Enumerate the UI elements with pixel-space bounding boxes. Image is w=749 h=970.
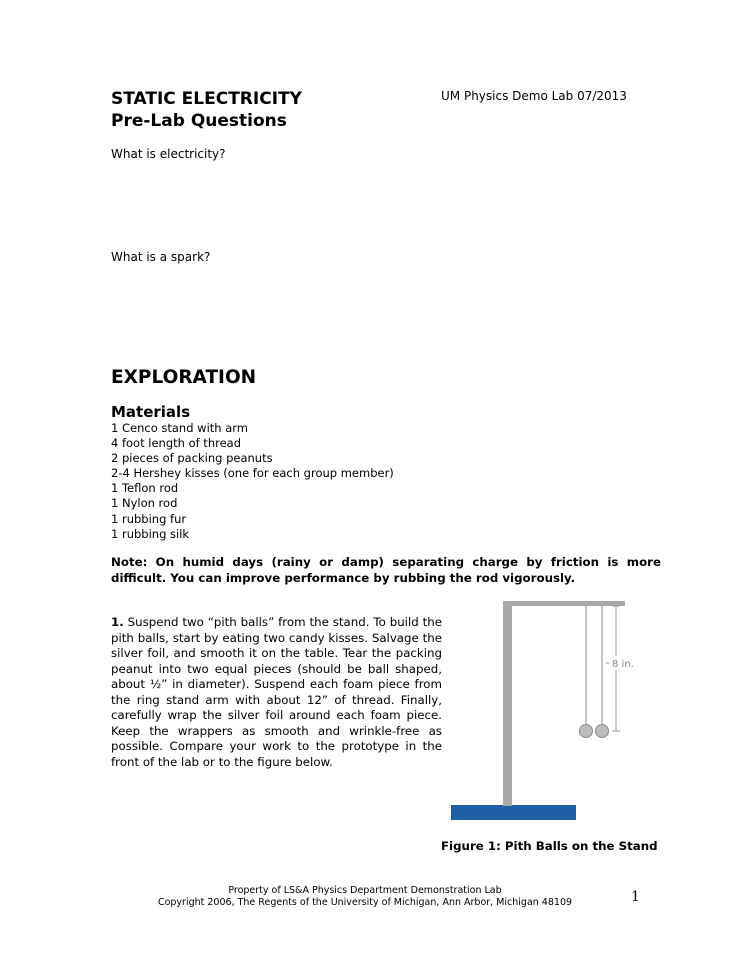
step-1-number: 1. xyxy=(111,615,124,629)
materials-list xyxy=(111,421,394,542)
materials-item: 1 Nylon rod xyxy=(111,496,178,511)
lab-id: UM Physics Demo Lab 07/2013 xyxy=(441,89,627,103)
materials-item: 2-4 Hershey kisses (one for each group member) xyxy=(111,466,394,481)
prelab-question-1: What is electricity? xyxy=(111,147,226,161)
figure-caption: Figure 1: Pith Balls on the Stand xyxy=(441,839,658,853)
humidity-note: Note: On humid days (rainy or damp) separating charge by friction is more difficult. You can improve performance by rubbing the rod vigorously. xyxy=(111,555,661,585)
title-line-1: STATIC ELECTRICITY xyxy=(111,89,302,109)
page-title xyxy=(111,88,302,132)
materials-item: 4 foot length of thread xyxy=(111,436,242,451)
title-line-2: Pre-Lab Questions xyxy=(111,111,287,131)
step-1-text: Suspend two “pith balls” from the stand. To build the pith balls, start by eating two candy kisses. Salvage the silver foil, and smooth it on the table. Tear the packing peanut into two equal pieces (should be ball shaped, about ½” in diameter). Suspend each foam piece from the ring stand arm with about 12” of thread. Finally, carefully wrap the silver foil around each foam piece. Keep the wrappers as smooth and wrinkle-free as possible. Compare your work to the prototype in the front of the lab or to the figure below. xyxy=(111,615,443,769)
step-1 xyxy=(111,615,442,770)
stand-pole xyxy=(503,602,512,806)
materials-heading: Materials xyxy=(111,403,191,421)
materials-item: 1 Teflon rod xyxy=(111,481,179,496)
materials-item: 1 Cenco stand with arm xyxy=(111,421,249,435)
footer-line-2: Copyright 2006, The Regents of the University of Michigan, Ann Arbor, Michigan 48109 xyxy=(157,897,573,908)
footer-line-1: Property of LS&A Physics Department Demonstration Lab xyxy=(228,885,502,896)
materials-item: 2 pieces of packing peanuts xyxy=(111,451,273,466)
stand-base xyxy=(451,805,576,820)
prelab-question-2: What is a spark? xyxy=(111,250,211,264)
page-number: 1 xyxy=(631,889,640,905)
pith-ball-right xyxy=(596,725,609,738)
materials-item: 1 rubbing fur xyxy=(111,511,187,526)
footer xyxy=(150,885,580,909)
pith-ball-stand-figure xyxy=(445,594,635,826)
stand-arm xyxy=(503,601,625,606)
materials-item: 1 rubbing silk xyxy=(111,526,190,541)
pith-ball-left xyxy=(580,725,593,738)
exploration-heading: EXPLORATION xyxy=(111,367,257,388)
dimension-label: 8 in. xyxy=(612,659,634,670)
